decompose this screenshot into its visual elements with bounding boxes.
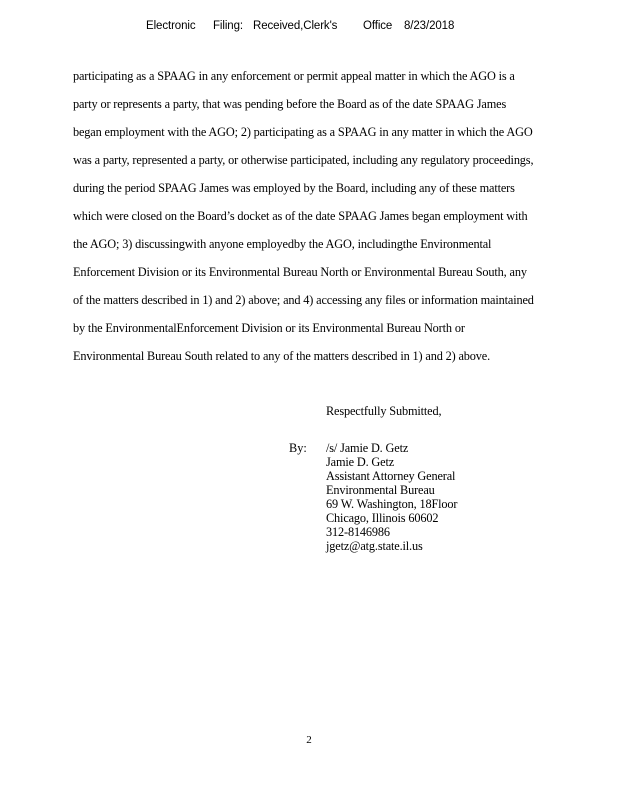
header-office: Office <box>363 20 393 32</box>
address-street: 69 W. Washington, 18Floor <box>326 497 458 511</box>
body-paragraph <box>73 62 603 370</box>
signer-title: Assistant Attorney General <box>326 469 456 483</box>
body-line: Enforcement Division or its Environmental Bureau North or Environmental Bureau South, any <box>73 265 527 279</box>
header-electronic: Electronic <box>146 20 196 32</box>
filing-header <box>0 20 618 38</box>
address-city: Chicago, Illinois 60602 <box>326 511 439 525</box>
body-line: Environmental Bureau South related to any of the matters described in 1) and 2) above. <box>73 349 491 363</box>
body-line: was a party, represented a party, or otherwise participated, including any regulatory proceedings, <box>73 153 534 167</box>
header-filing: Filing: <box>213 20 243 32</box>
body-line: participating as a SPAAG in any enforcement or permit appeal matter in which the AGO is a <box>73 69 515 83</box>
signature-block <box>326 441 457 553</box>
signature-electronic: /s/ Jamie D. Getz <box>326 441 409 455</box>
body-line: which were closed on the Board’s docket as of the date SPAAG James began employment with <box>73 209 528 223</box>
body-line: of the matters described in 1) and 2) above; and 4) accessing any files or information maintained <box>73 293 534 307</box>
email-address: jgetz@atg.state.il.us <box>326 539 423 553</box>
header-date: 8/23/2018 <box>404 20 455 32</box>
phone-number: 312-8146986 <box>326 525 390 539</box>
body-line: by the EnvironmentalEnforcement Division or its Environmental Bureau North or <box>73 321 465 335</box>
body-line: party or represents a party, that was pending before the Board as of the date SPAAG James <box>73 97 507 111</box>
body-line: began employment with the AGO; 2) participating as a SPAAG in any matter in which the AGO <box>73 125 533 139</box>
body-line: during the period SPAAG James was employed by the Board, including any of these matters <box>73 181 515 195</box>
signer-name: Jamie D. Getz <box>326 455 395 469</box>
closing-salutation: Respectfully Submitted, <box>326 404 442 418</box>
header-received: Received,Clerk's <box>253 20 338 32</box>
body-line: the AGO; 3) discussingwith anyone employedby the AGO, includingthe Environmental <box>73 237 492 251</box>
signer-bureau: Environmental Bureau <box>326 483 435 497</box>
by-label: By: <box>289 441 307 455</box>
page-number: 2 <box>306 734 312 746</box>
